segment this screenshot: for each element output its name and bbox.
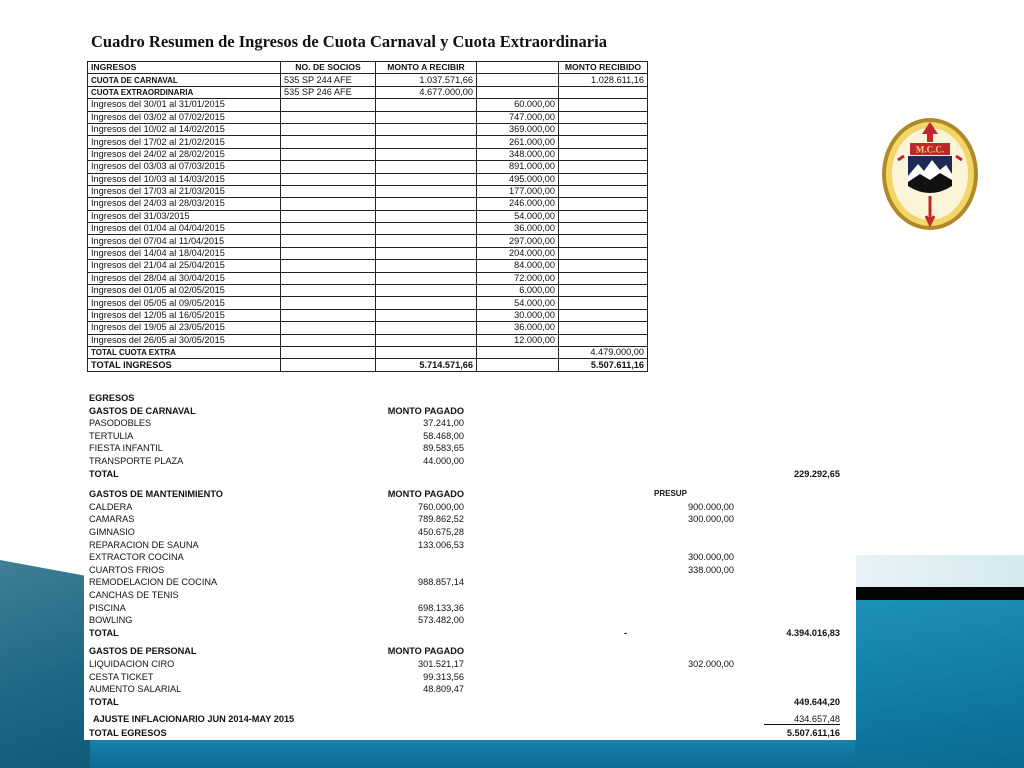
table-row [88,123,648,135]
empty-cell [281,322,376,334]
empty-cell [281,285,376,297]
empty-cell [281,223,376,235]
period-label: Ingresos del 17/02 al 21/02/2015 [88,136,281,148]
quota-socios: 535 SP 244 AFE [281,74,376,86]
logo-text: M.C.C. [915,144,945,155]
empty-cell [281,272,376,284]
period-label: Ingresos del 03/02 al 07/02/2015 [88,111,281,123]
empty-cell [376,297,477,309]
empty-cell [281,297,376,309]
table-row [88,260,648,272]
expense-budget: 338.000,00 [688,564,734,575]
empty-cell [281,198,376,210]
empty-cell [281,346,376,358]
total-ingresos-label: TOTAL INGRESOS [88,359,281,371]
period-label: Ingresos del 01/05 al 02/05/2015 [88,285,281,297]
empty-cell [559,161,648,173]
expense-amount: 573.482,00 [418,615,464,626]
empty-cell [559,148,648,160]
empty-cell [376,346,477,358]
expense-budget: 300.000,00 [688,552,734,563]
expense-label: REMODELACION DE COCINA [89,577,218,588]
period-value: 369.000,00 [477,123,559,135]
empty-cell [477,346,559,358]
mantenimiento-total-value: 4.394.016,83 [786,627,840,638]
period-value: 177.000,00 [477,185,559,197]
table-row [88,322,648,334]
expense-amount: 58.468,00 [423,430,464,441]
list-item [89,603,849,616]
list-item [89,659,849,672]
empty-cell [559,185,648,197]
empty-cell [281,123,376,135]
personal-total-value: 449.644,20 [794,696,840,707]
page-title: Cuadro Resumen de Ingresos de Cuota Carnaval y Cuota Extraordinaria [91,32,607,51]
total-ingresos-recibido: 5.507.611,16 [559,359,648,371]
period-label: Ingresos del 10/03 al 14/03/2015 [88,173,281,185]
quota-recibido: 1.028.611,16 [559,74,648,86]
empty-cell [376,322,477,334]
income-table [87,61,648,372]
expense-amount: 37.241,00 [423,418,464,429]
list-item [89,565,849,578]
table-row [88,198,648,210]
background-shape-left [0,560,90,768]
personal-total-label: TOTAL [89,696,119,707]
table-row [88,235,648,247]
empty-cell [559,235,648,247]
total-cuota-extra-value: 4.479.000,00 [559,346,648,358]
table-row [88,272,648,284]
quota-parcial [477,74,559,86]
quota-monto-recibir: 1.037.571,66 [376,74,477,86]
list-item [89,590,849,603]
empty-cell [559,309,648,321]
expense-label: PASODOBLES [89,418,152,429]
expense-amount: 133.006,53 [418,539,464,550]
empty-cell [376,123,477,135]
egresos-title-text: EGRESOS [89,393,135,403]
empty-cell [376,272,477,284]
empty-cell [559,111,648,123]
table-row [88,148,648,160]
empty-cell [559,260,648,272]
period-value: 297.000,00 [477,235,559,247]
ajuste-row [89,714,849,727]
carnaval-total-value: 229.292,65 [794,468,840,479]
income-body [88,74,648,371]
expense-amount: 99.313,56 [423,671,464,682]
empty-cell [376,148,477,160]
expense-amount: 44.000,00 [423,456,464,466]
period-value: 54.000,00 [477,210,559,222]
carnaval-amount-header: MONTO PAGADO [387,405,464,416]
period-label: Ingresos del 30/01 al 31/01/2015 [88,99,281,111]
period-label: Ingresos del 19/05 al 23/05/2015 [88,322,281,334]
period-value: 495.000,00 [477,173,559,185]
table-row [88,136,648,148]
empty-cell [376,247,477,259]
period-label: Ingresos del 01/04 al 04/04/2015 [88,223,281,235]
expense-label: CAMARAS [89,514,135,525]
expense-label: CESTA TICKET [89,671,154,682]
mantenimiento-total-row [89,628,849,641]
period-label: Ingresos del 31/03/2015 [88,210,281,222]
expense-amount: 301.521,17 [418,659,464,669]
expense-label: CANCHAS DE TENIS [89,590,179,600]
total-cuota-extra-row [88,346,648,358]
table-row [88,334,648,346]
expense-budget: 900.000,00 [688,501,734,512]
empty-cell [559,198,648,210]
personal-header: GASTOS DE PERSONAL [89,646,197,657]
empty-cell [376,198,477,210]
empty-cell [376,285,477,297]
quota-label: CUOTA DE CARNAVAL [88,74,281,86]
list-item [89,527,849,540]
carnaval-header-row [89,406,849,419]
empty-cell [281,173,376,185]
personal-total-row [89,697,849,710]
period-value: 204.000,00 [477,247,559,259]
empty-cell [376,111,477,123]
period-value: 6.000,00 [477,285,559,297]
empty-cell [376,99,477,111]
empty-cell [376,235,477,247]
expense-label: CUARTOS FRIOS [89,564,165,575]
empty-cell [376,173,477,185]
mantenimiento-amount-header: MONTO PAGADO [387,489,464,500]
period-label: Ingresos del 07/04 al 11/04/2015 [88,235,281,247]
background-shape-right-teal [855,600,1024,768]
expense-label: AUMENTO SALARIAL [89,684,182,695]
table-row [88,297,648,309]
expense-label: EXTRACTOR COCINA [89,552,184,563]
list-item [89,456,849,469]
period-value: 30.000,00 [477,309,559,321]
period-value: 60.000,00 [477,99,559,111]
table-row [88,173,648,185]
carnaval-header: GASTOS DE CARNAVAL [89,405,196,416]
empty-cell [559,123,648,135]
period-value: 891.000,00 [477,161,559,173]
empty-cell [559,322,648,334]
list-item [89,552,849,565]
total-egresos-row [89,728,849,741]
empty-cell [559,334,648,346]
period-value: 36.000,00 [477,223,559,235]
mantenimiento-header: GASTOS DE MANTENIMIENTO [89,489,223,500]
header-ingresos: INGRESOS [88,62,281,74]
expense-label: TRANSPORTE PLAZA [89,456,184,466]
empty-cell [559,173,648,185]
total-egresos-value: 5.507.611,16 [786,728,840,738]
period-label: Ingresos del 03/03 al 07/03/2015 [88,161,281,173]
period-label: Ingresos del 17/03 al 21/03/2015 [88,185,281,197]
table-row [88,247,648,259]
table-row [88,99,648,111]
empty-cell [559,272,648,284]
empty-cell [281,334,376,346]
empty-cell [281,136,376,148]
quota-parcial [477,86,559,98]
table-row [88,111,648,123]
period-label: Ingresos del 24/03 al 28/03/2015 [88,198,281,210]
empty-cell [376,223,477,235]
expense-label: FIESTA INFANTIL [89,443,163,454]
quota-monto-recibir: 4.677.000,00 [376,86,477,98]
total-cuota-extra-label: TOTAL CUOTA EXTRA [88,346,281,358]
empty-cell [281,111,376,123]
empty-cell [281,247,376,259]
header-socios: NO. DE SOCIOS [281,62,376,74]
mantenimiento-dash: - [624,627,628,638]
expense-amount: 789.862,52 [418,514,464,525]
period-label: Ingresos del 28/04 al 30/04/2015 [88,272,281,284]
period-label: Ingresos del 26/05 al 30/05/2015 [88,334,281,346]
empty-cell [281,260,376,272]
empty-cell [559,210,648,222]
list-item [89,431,849,444]
personal-amount-header: MONTO PAGADO [387,646,464,657]
table-row [88,223,648,235]
empty-cell [376,309,477,321]
background-shape-right-light [855,555,1024,587]
list-item [89,684,849,697]
expense-amount: 698.133,36 [418,602,464,613]
table-row [88,285,648,297]
expense-label: GIMNASIO [89,527,135,537]
empty-cell [376,185,477,197]
empty-cell [281,185,376,197]
expense-label: LIQUIDACION CIRO [89,659,175,669]
list-item [89,502,849,515]
period-value: 261.000,00 [477,136,559,148]
list-item [89,418,849,431]
total-egresos-label: TOTAL EGRESOS [89,728,167,738]
period-value: 72.000,00 [477,272,559,284]
total-ingresos-monto: 5.714.571,66 [376,359,477,371]
table-row [88,161,648,173]
expense-amount: 988.857,14 [418,577,464,588]
period-label: Ingresos del 14/04 al 18/04/2015 [88,247,281,259]
period-value: 84.000,00 [477,260,559,272]
expense-label: CALDERA [89,501,133,512]
table-row [88,309,648,321]
empty-cell [376,210,477,222]
empty-cell [281,309,376,321]
empty-cell [559,223,648,235]
header-monto-recibido: MONTO RECIBIDO [559,62,648,74]
empty-cell [281,359,376,371]
period-value: 54.000,00 [477,297,559,309]
quota-recibido [559,86,648,98]
expense-amount: 89.583,65 [423,443,464,454]
carnaval-total-label: TOTAL [89,468,119,479]
expense-budget: 302.000,00 [688,659,734,669]
list-item [89,540,849,553]
period-value: 12.000,00 [477,334,559,346]
header-parcial [477,62,559,74]
list-item [89,672,849,685]
ajuste-value: 434.657,48 [764,714,840,725]
expense-amount: 48.809,47 [423,684,464,695]
period-label: Ingresos del 05/05 al 09/05/2015 [88,297,281,309]
list-item [89,577,849,590]
expense-label: REPARACION DE SAUNA [89,539,199,550]
list-item [89,443,849,456]
empty-cell [559,285,648,297]
list-item [89,615,849,628]
expense-amount: 450.675,28 [418,527,464,537]
period-value: 747.000,00 [477,111,559,123]
period-label: Ingresos del 12/05 al 16/05/2015 [88,309,281,321]
document-sheet [84,30,856,740]
quota-label: CUOTA EXTRAORDINARIA [88,86,281,98]
mantenimiento-total-label: TOTAL [89,627,119,638]
empty-cell [376,161,477,173]
empty-cell [376,136,477,148]
expense-label: PISCINA [89,602,126,613]
personal-header-row [89,646,849,659]
expense-label: TERTULIA [89,430,134,441]
period-value: 246.000,00 [477,198,559,210]
empty-cell [559,297,648,309]
expense-amount: 760.000,00 [418,501,464,512]
empty-cell [559,136,648,148]
club-crest-logo [880,116,980,232]
header-monto-recibir: MONTO A RECIBIR [376,62,477,74]
table-row [88,86,648,98]
empty-cell [281,235,376,247]
total-ingresos-row [88,359,648,371]
empty-cell [281,148,376,160]
quota-socios: 535 SP 246 AFE [281,86,376,98]
empty-cell [281,161,376,173]
empty-cell [559,247,648,259]
list-item [89,514,849,527]
table-row [88,210,648,222]
period-value: 348.000,00 [477,148,559,160]
empty-cell [559,99,648,111]
period-label: Ingresos del 21/04 al 25/04/2015 [88,260,281,272]
mantenimiento-budget-header: PRESUP [654,489,687,499]
table-row [88,185,648,197]
income-header-row [88,62,648,74]
empty-cell [281,99,376,111]
empty-cell [477,359,559,371]
period-value: 36.000,00 [477,322,559,334]
empty-cell [376,334,477,346]
table-row [88,74,648,86]
expense-label: BOWLING [89,615,133,626]
egresos-title [89,393,849,406]
empty-cell [376,260,477,272]
empty-cell [281,210,376,222]
mantenimiento-header-row [89,489,849,502]
period-label: Ingresos del 10/02 al 14/02/2015 [88,123,281,135]
ajuste-label: AJUSTE INFLACIONARIO JUN 2014-MAY 2015 [93,714,295,725]
carnaval-total-row [89,469,849,482]
period-label: Ingresos del 24/02 al 28/02/2015 [88,148,281,160]
expense-budget: 300.000,00 [688,514,734,525]
